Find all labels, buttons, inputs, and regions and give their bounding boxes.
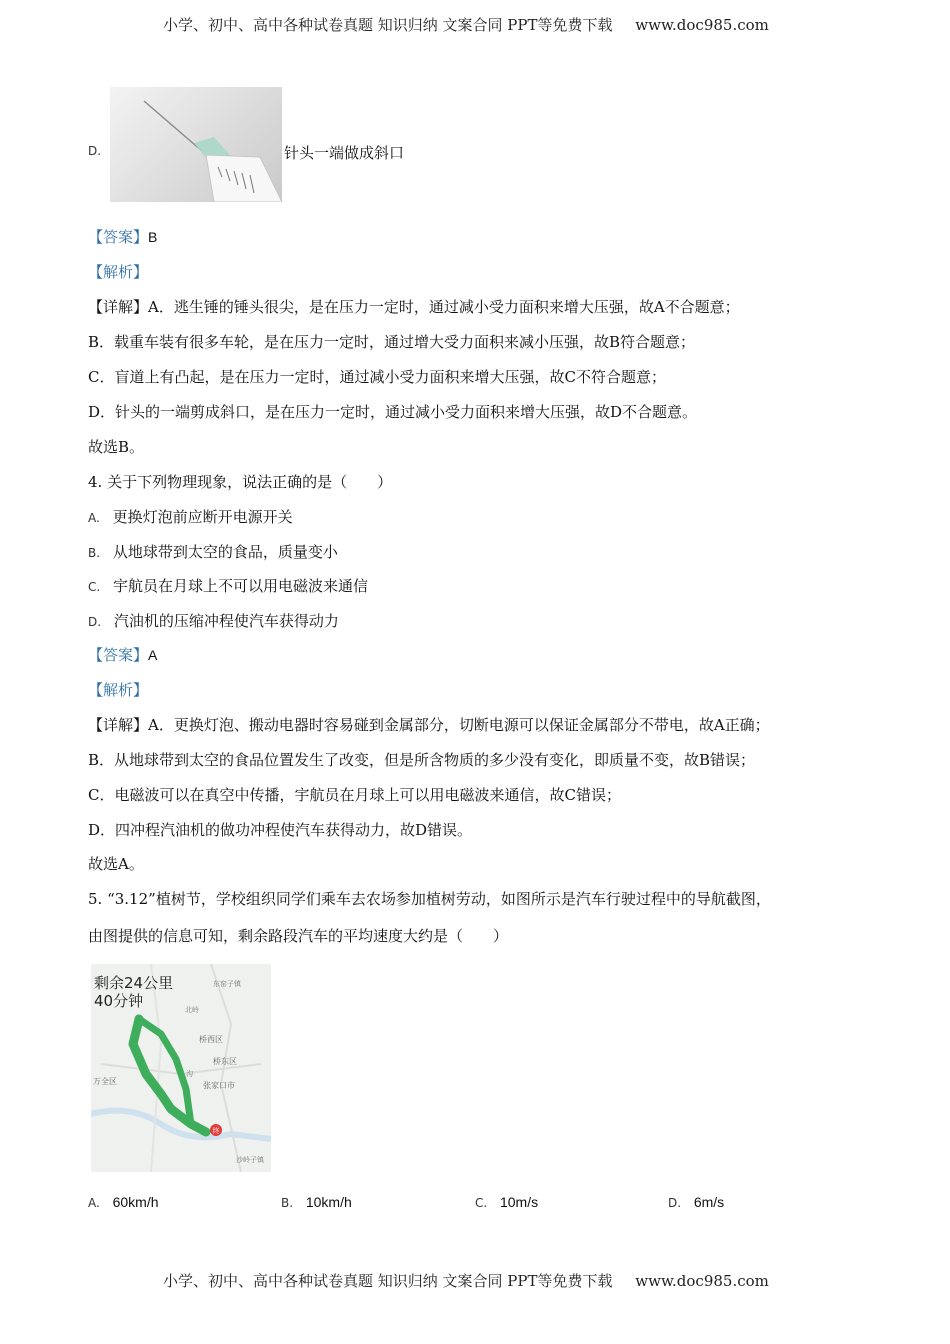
option-text: 6m/s <box>693 1194 725 1210</box>
detail-a-text: A．更换灯泡、搬动电器时容易碰到金属部分，切断电源可以保证金属部分不带电，故A正确； <box>148 716 770 734</box>
syringe-illustration <box>110 87 282 202</box>
answer-value: B <box>148 229 158 245</box>
answer-value: A <box>148 647 158 663</box>
option-letter: C. <box>475 1196 488 1210</box>
detail-tag: 【详解】 <box>88 298 149 316</box>
option-letter: C. <box>88 580 101 594</box>
q4-option-a <box>88 506 293 527</box>
q4-detail-b: B．从地球带到太空的食品位置发生了改变，但是所含物质的多少没有变化，即质量不变，故B错误； <box>88 751 756 769</box>
header-url[interactable]: www.doc985.com <box>635 16 769 34</box>
q4-analysis-tag: 【解析】 <box>88 681 149 699</box>
q4-answer <box>88 644 157 665</box>
q3-detail-d: D．针头的一端剪成斜口，是在压力一定时，通过减小受力面积来增大压强，故D不合题意。 <box>88 403 698 421</box>
option-text: 汽油机的压缩冲程使汽车获得动力 <box>113 612 339 630</box>
q5-option-a <box>88 1193 159 1211</box>
map-label: 张家口市 <box>203 1081 235 1090</box>
map-label: 桥东区 <box>213 1057 237 1066</box>
navigation-map-image <box>91 964 271 1172</box>
page-header <box>163 14 769 35</box>
footer-url[interactable]: www.doc985.com <box>635 1272 769 1290</box>
syringe-image <box>110 87 282 202</box>
option-letter: D. <box>668 1196 682 1210</box>
map-end-marker: 终 <box>212 1127 220 1135</box>
q3-analysis-tag: 【解析】 <box>88 263 149 281</box>
q4-option-d <box>88 610 339 631</box>
option-letter: B. <box>88 546 101 560</box>
q4-conclusion: 故选A。 <box>88 855 144 873</box>
map-remaining-distance: 剩余24公里 <box>94 974 174 992</box>
option-letter: A. <box>88 511 100 525</box>
header-text: 小学、初中、高中各种试卷真题 知识归纳 文案合同 PPT等免费下载 <box>163 16 613 34</box>
option-text: 更换灯泡前应断开电源开关 <box>112 508 293 526</box>
option-text: 60km/h <box>112 1194 159 1210</box>
page-footer <box>163 1270 769 1291</box>
option-text: 10m/s <box>499 1194 539 1210</box>
q5-stem-line2: 由图提供的信息可知，剩余路段汽车的平均速度大约是（ ） <box>88 927 509 945</box>
option-text: 从地球带到太空的食品，质量变小 <box>112 543 338 561</box>
q4-stem: 4. 关于下列物理现象，说法正确的是（ ） <box>88 473 393 491</box>
map-label: 沙岭子镇 <box>236 1156 264 1164</box>
map-illustration <box>91 964 271 1172</box>
option-letter: D. <box>88 615 102 629</box>
q5-stem-line1: 5. “3.12”植树节，学校组织同学们乘车去农场参加植树劳动，如图所示是汽车行驶过程中的导航截图， <box>88 890 771 908</box>
option-letter: B. <box>281 1196 294 1210</box>
q3-detail-b: B．载重车装有很多车轮，是在压力一定时，通过增大受力面积来减小压强，故B符合题意； <box>88 333 696 351</box>
q3-option-d-letter: D. <box>88 144 102 158</box>
q3-detail-c: C．盲道上有凸起，是在压力一定时，通过减小受力面积来增大压强，故C不符合题意； <box>88 368 666 386</box>
q4-option-c <box>88 575 368 596</box>
footer-text: 小学、初中、高中各种试卷真题 知识归纳 文案合同 PPT等免费下载 <box>163 1272 613 1290</box>
q3-option-d-text: 针头一端做成斜口 <box>284 144 405 162</box>
answer-tag: 【答案】 <box>88 228 149 246</box>
option-letter: A. <box>88 1196 100 1210</box>
q3-detail-a <box>88 296 740 317</box>
map-label: 桥西区 <box>199 1035 223 1044</box>
option-text: 10km/h <box>305 1194 352 1210</box>
q4-option-b <box>88 541 338 562</box>
q3-answer <box>88 226 157 247</box>
option-text: 宇航员在月球上不可以用电磁波来通信 <box>112 577 368 595</box>
q4-detail-c: C．电磁波可以在真空中传播，宇航员在月球上可以用电磁波来通信，故C错误； <box>88 786 621 804</box>
map-label: 北岭 <box>185 1006 199 1014</box>
q5-option-c <box>475 1193 538 1211</box>
map-label: 东窑子镇 <box>213 980 241 988</box>
answer-tag: 【答案】 <box>88 646 149 664</box>
q4-detail-d: D．四冲程汽油机的做功冲程使汽车获得动力，故D错误。 <box>88 821 473 839</box>
map-label: 万全区 <box>93 1077 117 1086</box>
detail-a-text: A．逃生锤的锤头很尖，是在压力一定时，通过减小受力面积来增大压强，故A不合题意； <box>148 298 740 316</box>
q5-option-d <box>668 1193 724 1211</box>
detail-tag: 【详解】 <box>88 716 149 734</box>
map-label: 沟 <box>186 1070 193 1078</box>
q5-option-b <box>281 1193 352 1211</box>
q4-detail-a <box>88 714 770 735</box>
q3-conclusion: 故选B。 <box>88 438 145 456</box>
map-remaining-time: 40分钟 <box>94 992 144 1010</box>
